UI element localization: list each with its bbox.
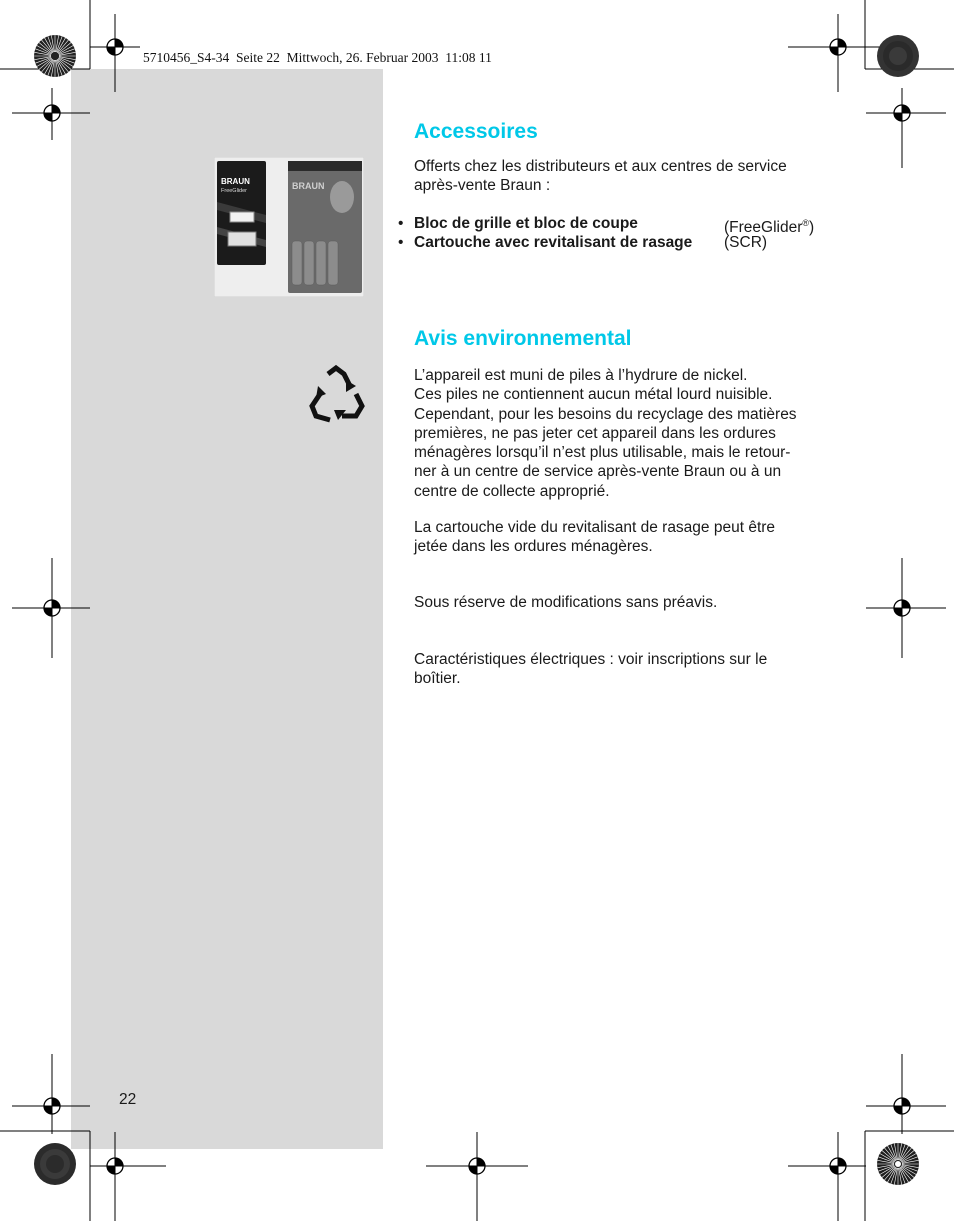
accessory-code: (FreeGlider®) bbox=[724, 218, 815, 237]
text-line: Ces piles ne contiennent aucun métal lourd nuisible. bbox=[414, 386, 773, 404]
intro-line: après-vente Braun : bbox=[414, 177, 551, 195]
color-wheel-icon bbox=[876, 34, 920, 78]
product-brand: BRAUN bbox=[221, 177, 250, 186]
environment-heading: Avis environnemental bbox=[414, 327, 632, 350]
text-line: boîtier. bbox=[414, 670, 461, 688]
environment-paragraph-1 bbox=[414, 366, 844, 501]
accessory-name: Cartouche avec revitalisant de rasage bbox=[414, 234, 693, 251]
print-header: 5710456_S4-34 Seite 22 Mittwoch, 26. Februar 2003 11:08 11 bbox=[143, 50, 492, 65]
intro-line: Offerts chez les distributeurs et aux centres de service bbox=[414, 158, 787, 175]
accessory-code: (SCR) bbox=[724, 234, 768, 251]
text-line: premières, ne pas jeter cet appareil dans les ordures bbox=[414, 424, 776, 442]
color-wheel-icon bbox=[33, 34, 77, 78]
text-line: ménagères lorsqu’il n’est plus utilisable, mais le retour- bbox=[414, 444, 791, 462]
accessory-name: Bloc de grille et bloc de coupe bbox=[414, 215, 638, 232]
text-line: Caractéristiques électriques : voir inscriptions sur le bbox=[414, 651, 768, 668]
product-brand-2: BRAUN bbox=[292, 181, 325, 191]
accessory-item bbox=[398, 214, 838, 237]
environment-paragraph-2 bbox=[414, 518, 844, 557]
text-line: ner à un centre de service après-vente Braun ou à un bbox=[414, 463, 782, 481]
electrical-paragraph bbox=[414, 650, 844, 689]
product-name: FreeGlider bbox=[221, 188, 247, 194]
text-line: centre de collecte approprié. bbox=[414, 482, 610, 500]
text-line: L’appareil est muni de piles à l’hydrure de nickel. bbox=[414, 367, 748, 384]
accessory-item bbox=[398, 233, 838, 252]
color-wheel-icon bbox=[876, 1142, 920, 1186]
text-line: Sous réserve de modifications sans préavis. bbox=[414, 594, 718, 611]
color-wheel-icon bbox=[33, 1142, 77, 1186]
bullet: • bbox=[398, 234, 404, 251]
text-line: Cependant, pour les besoins du recyclage des matières bbox=[414, 405, 797, 423]
text-line: jetée dans les ordures ménagères. bbox=[414, 538, 653, 556]
bullet: • bbox=[398, 215, 404, 232]
notice-paragraph bbox=[414, 593, 844, 612]
text-line: La cartouche vide du revitalisant de rasage peut être bbox=[414, 519, 776, 536]
product-photo bbox=[214, 157, 364, 297]
page-number: 22 bbox=[119, 1091, 137, 1108]
accessories-intro bbox=[414, 157, 844, 196]
accessories-heading: Accessoires bbox=[414, 120, 538, 143]
recycle-icon bbox=[306, 364, 366, 426]
